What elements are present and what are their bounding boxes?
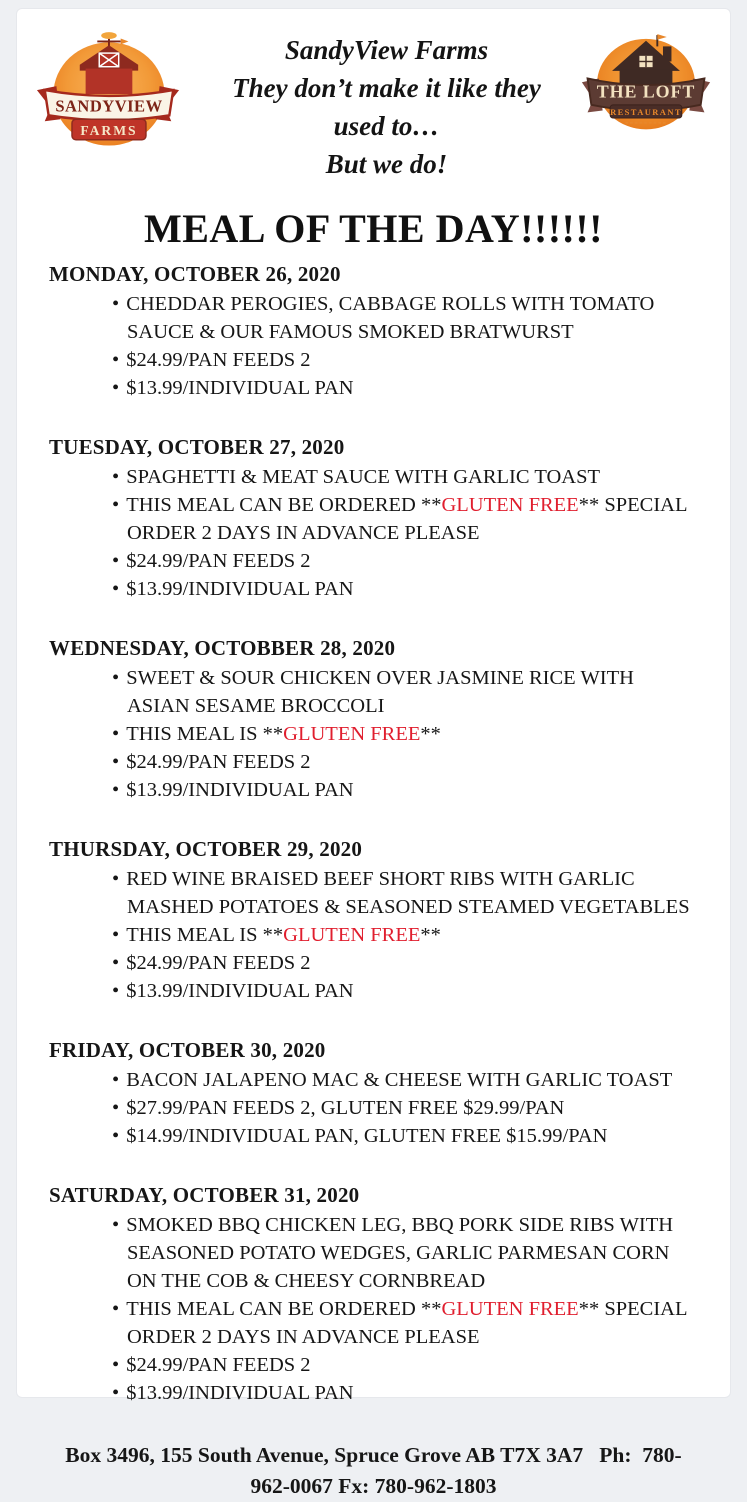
menu-text: RED WINE BRAISED BEEF SHORT RIBS WITH GARLIC	[126, 868, 635, 890]
menu-line	[49, 547, 710, 575]
footer-line-2: 962-0067 Fx: 780-962-1803	[250, 1474, 497, 1498]
menu-document	[16, 8, 731, 1498]
menu-line	[49, 374, 710, 402]
menu-text: BACON JALAPENO MAC & CHEESE WITH GARLIC TOAST	[126, 1069, 673, 1091]
menu-line	[49, 949, 710, 977]
menu-text: THIS MEAL IS **	[126, 723, 284, 745]
menu-line	[49, 318, 710, 346]
menu-item	[49, 977, 710, 1005]
menu-item	[49, 865, 710, 921]
menu-item	[49, 1351, 710, 1379]
gluten-free-highlight: GLUTEN FREE	[441, 494, 579, 516]
menu-text: ON THE COB & CHEESY CORNBREAD	[127, 1270, 486, 1292]
menu-line	[49, 664, 710, 692]
menu-text: $13.99/INDIVIDUAL PAN	[126, 578, 354, 600]
menu-item	[49, 463, 710, 491]
menu-text: SAUCE & OUR FAMOUS SMOKED BRATWURST	[127, 321, 574, 343]
menu-text: MASHED POTATOES & SEASONED STEAMED VEGETABLES	[127, 896, 690, 918]
menu-item	[49, 949, 710, 977]
menu-text: SWEET & SOUR CHICKEN OVER JASMINE RICE WITH	[126, 667, 634, 689]
menu-item	[49, 374, 710, 402]
svg-text:FARMS: FARMS	[80, 122, 138, 138]
menu-line	[49, 1211, 710, 1239]
menu-item	[49, 1066, 710, 1094]
menu-line	[49, 1295, 710, 1323]
gluten-free-highlight: GLUTEN FREE	[441, 1298, 579, 1320]
menu-day-section	[49, 435, 710, 603]
footer-address	[57, 1440, 690, 1502]
menu-line	[49, 921, 710, 949]
menu-day-section	[49, 262, 710, 402]
bullet-icon: •	[112, 1382, 120, 1404]
menu-line	[49, 1094, 710, 1122]
menu-item	[49, 1094, 710, 1122]
day-heading: THURSDAY, OCTOBER 29, 2020	[49, 837, 363, 861]
page-title: MEAL OF THE DAY!!!!!!	[143, 206, 603, 251]
bullet-icon: •	[112, 377, 120, 399]
bullet-icon: •	[112, 952, 120, 974]
bullet-icon: •	[112, 550, 120, 572]
gluten-free-highlight: GLUTEN FREE	[283, 924, 421, 946]
menu-text: ** SPECIAL	[578, 494, 688, 516]
menu-line	[49, 1267, 710, 1295]
day-heading: FRIDAY, OCTOBER 30, 2020	[49, 1038, 326, 1062]
menu-text: SEASONED POTATO WEDGES, GARLIC PARMESAN CORN	[127, 1242, 670, 1264]
menu-line	[49, 977, 710, 1005]
sandyview-farms-barn-logo-icon	[35, 29, 181, 157]
menu-day-section	[49, 1183, 710, 1407]
menu-item	[49, 575, 710, 603]
menu-text: SPAGHETTI & MEAT SAUCE WITH GARLIC TOAST	[126, 466, 600, 488]
gluten-free-highlight: GLUTEN FREE	[283, 723, 421, 745]
menu-line	[49, 575, 710, 603]
menu-text: $24.99/PAN FEEDS 2	[126, 952, 311, 974]
menu-line	[49, 893, 710, 921]
menu-line	[49, 1351, 710, 1379]
menu-text: THIS MEAL CAN BE ORDERED **	[126, 1298, 442, 1320]
menu-sections	[17, 262, 730, 1407]
menu-item	[49, 921, 710, 949]
tagline-line-3: used to…	[333, 111, 440, 141]
menu-line	[49, 1066, 710, 1094]
bullet-icon: •	[112, 1069, 120, 1091]
menu-item	[49, 491, 710, 547]
bullet-icon: •	[112, 293, 120, 315]
menu-line	[49, 1122, 710, 1150]
menu-text: **	[420, 924, 441, 946]
menu-line	[49, 720, 710, 748]
footer-line-1: Box 3496, 155 South Avenue, Spruce Grove AB T7X 3A7 Ph: 780-	[65, 1443, 682, 1467]
menu-item	[49, 346, 710, 374]
menu-line	[49, 290, 710, 318]
menu-text: THIS MEAL IS **	[126, 924, 284, 946]
header-tagline	[193, 25, 580, 183]
menu-day-section	[49, 636, 710, 804]
menu-text: $24.99/PAN FEEDS 2	[126, 349, 311, 371]
menu-text: ORDER 2 DAYS IN ADVANCE PLEASE	[127, 1326, 480, 1348]
menu-text: SMOKED BBQ CHICKEN LEG, BBQ PORK SIDE RIBS WITH	[126, 1214, 674, 1236]
tagline-line-4: But we do!	[325, 149, 448, 179]
menu-text: ORDER 2 DAYS IN ADVANCE PLEASE	[127, 522, 480, 544]
day-heading: MONDAY, OCTOBER 26, 2020	[49, 262, 341, 286]
bullet-icon: •	[112, 723, 120, 745]
menu-item	[49, 720, 710, 748]
menu-text: $13.99/INDIVIDUAL PAN	[126, 1382, 354, 1404]
svg-text:SANDYVIEW: SANDYVIEW	[55, 96, 163, 116]
menu-item	[49, 1122, 710, 1150]
document-header	[17, 9, 730, 183]
menu-line	[49, 519, 710, 547]
bullet-icon: •	[112, 1214, 120, 1236]
menu-text: ASIAN SESAME BROCCOLI	[127, 695, 385, 717]
menu-line	[49, 776, 710, 804]
menu-line	[49, 692, 710, 720]
menu-text: $13.99/INDIVIDUAL PAN	[126, 980, 354, 1002]
menu-line	[49, 463, 710, 491]
menu-line	[49, 491, 710, 519]
menu-item	[49, 748, 710, 776]
menu-item	[49, 776, 710, 804]
menu-item	[49, 547, 710, 575]
bullet-icon: •	[112, 779, 120, 801]
tagline-line-1: SandyView Farms	[284, 35, 489, 65]
bullet-icon: •	[112, 494, 120, 516]
bullet-icon: •	[112, 466, 120, 488]
menu-day-section	[49, 837, 710, 1005]
svg-text:RESTAURANT: RESTAURANT	[610, 106, 682, 117]
menu-day-section	[49, 1038, 710, 1150]
bullet-icon: •	[112, 578, 120, 600]
menu-item	[49, 1211, 710, 1295]
menu-line	[49, 1379, 710, 1407]
menu-item	[49, 290, 710, 346]
day-heading: TUESDAY, OCTOBER 27, 2020	[49, 435, 345, 459]
svg-text:THE LOFT: THE LOFT	[596, 81, 696, 102]
bullet-icon: •	[112, 1298, 120, 1320]
menu-text: $14.99/INDIVIDUAL PAN, GLUTEN FREE $15.99/PAN	[126, 1125, 608, 1147]
sandyview-farms-logo	[35, 25, 193, 162]
menu-line	[49, 1323, 710, 1351]
tagline-line-2: They don’t make it like they	[232, 73, 541, 103]
day-heading: WEDNESDAY, OCTOBBER 28, 2020	[49, 636, 396, 660]
bullet-icon: •	[112, 868, 120, 890]
menu-line	[49, 1239, 710, 1267]
bullet-icon: •	[112, 667, 120, 689]
day-heading: SATURDAY, OCTOBER 31, 2020	[49, 1183, 360, 1207]
menu-text: ** SPECIAL	[578, 1298, 688, 1320]
bullet-icon: •	[112, 1097, 120, 1119]
menu-text: $27.99/PAN FEEDS 2, GLUTEN FREE $29.99/PAN	[126, 1097, 565, 1119]
menu-text: $13.99/INDIVIDUAL PAN	[126, 377, 354, 399]
menu-item	[49, 1295, 710, 1351]
menu-line	[49, 346, 710, 374]
bullet-icon: •	[112, 980, 120, 1002]
bullet-icon: •	[112, 924, 120, 946]
menu-line	[49, 865, 710, 893]
bullet-icon: •	[112, 349, 120, 371]
bullet-icon: •	[112, 1125, 120, 1147]
bullet-icon: •	[112, 751, 120, 773]
loft-restaurant-house-logo-icon	[580, 27, 712, 145]
menu-item	[49, 1379, 710, 1407]
image-background	[0, 8, 747, 1498]
menu-text: $24.99/PAN FEEDS 2	[126, 1354, 311, 1376]
menu-text: $24.99/PAN FEEDS 2	[126, 550, 311, 572]
menu-line	[49, 748, 710, 776]
menu-text: CHEDDAR PEROGIES, CABBAGE ROLLS WITH TOMATO	[126, 293, 655, 315]
menu-text: $24.99/PAN FEEDS 2	[126, 751, 311, 773]
menu-text: **	[420, 723, 441, 745]
loft-restaurant-logo	[580, 25, 720, 150]
menu-text: THIS MEAL CAN BE ORDERED **	[126, 494, 442, 516]
menu-text: $13.99/INDIVIDUAL PAN	[126, 779, 354, 801]
menu-item	[49, 664, 710, 720]
bullet-icon: •	[112, 1354, 120, 1376]
